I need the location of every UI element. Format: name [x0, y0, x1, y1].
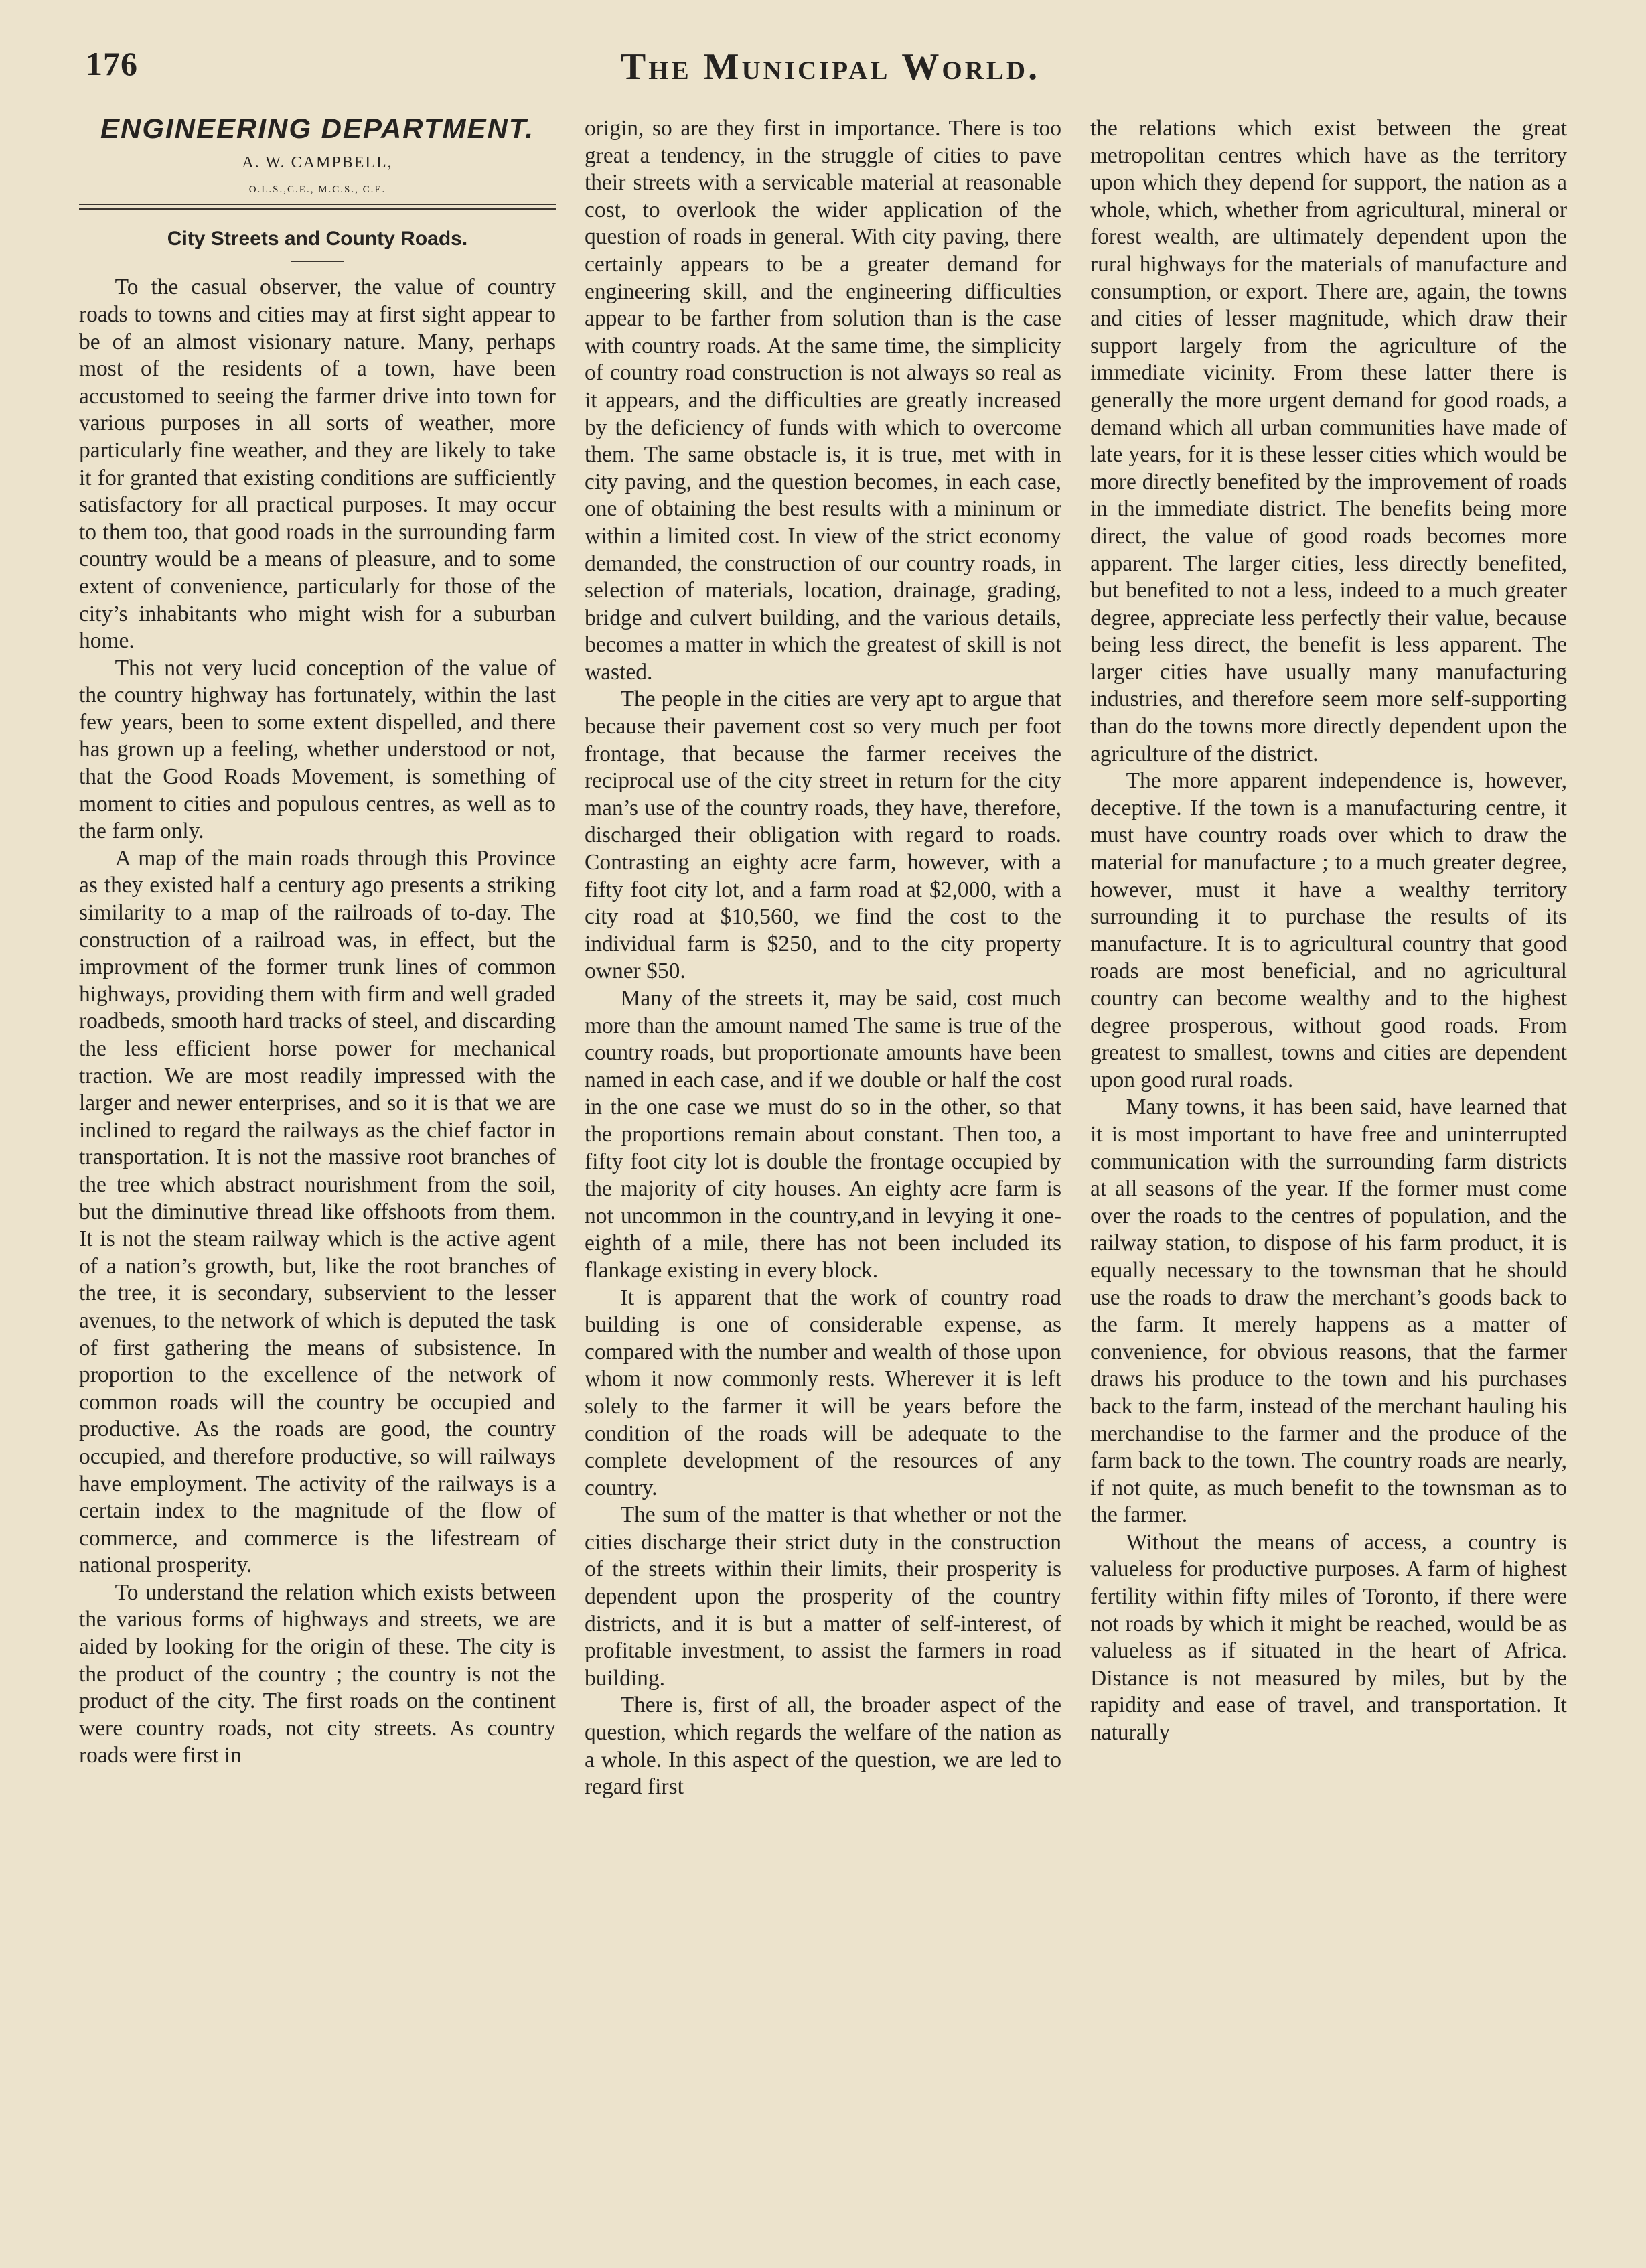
paragraph: The sum of the matter is that whether or not the cities discharge their strict duty in the construction of the streets within their limits, their prosperity is dependent upon the prosperity of the country districts, and it is but a matter of self-interest, of profitable investment, to assist the farmers in road building. — [585, 1502, 1061, 1691]
paragraph: A map of the main roads through this Province as they existed half a century ago presents a striking similarity to a map of the railroads of to-day. The construction of a railroad was, in effect, but the improvment of the former trunk lines of common highways, providing them with firm and well graded roadbeds, smooth hard tracks of steel, and discarding the less efficient horse power for mechanical traction. We are most readily impressed with the larger and newer enterprises, and so it is that we are inclined to regard the railways as the chief factor in transportation. It is not the massive root branches of the tree which abstract nourishment from the soil, but the diminutive thread like offshoots from them. It is not the steam railway which is the active agent of a nation’s growth, but, like the root branches of the tree, it is secondary, subservient to the lesser avenues, to the network of which is deputed the task of first gathering the means of subsistence. In proportion to the excellence of the network of common roads will the country be occupied and productive. As the roads are good, the country occupied, and therefore productive, so will railways have employment. The activity of the railways is a certain index to the magnitude of the flow of commerce, and commerce is the lifestream of national prosperity. — [79, 845, 556, 1578]
author-name: A. W. CAMPBELL, — [242, 153, 393, 171]
article-columns — [79, 115, 1567, 2225]
paragraph: origin, so are they first in importance. There is too great a tendency, in the struggle of cities to pave their streets with a servicable material at reasonable cost, to overlook the wider application of the question of roads in general. With city paving, there certainly appears to be a greater demand for engineering skill, and the engineering difficulties appear to be farther from solution than is the case with country roads. At the same time, the simplicity of country road construction is not always so real as it appears, and the difficulties are greatly increased by the deficiency of funds with which to overcome them. The same obstacle is, it is true, met with in city paving, and the question becomes, in each case, one of obtaining the best results with a mininum or within a limited cost. In view of the strict economy demanded, the construction of our country roads, in selection of materials, location, drainage, grading, bridge and culvert building, and the various details, becomes a matter in which the greatest of skill is not wasted. — [585, 116, 1061, 685]
article-title: City Streets and County Roads. — [167, 227, 468, 250]
paragraph: It is apparent that the work of country road building is one of considerable expense, as compared with the number and wealth of those upon whom it now commonly rests. Wherever it is left solely to the farmer it will be years before the condition of the roads will be adequate to the complete development of the resources of any country. — [585, 1285, 1061, 1500]
page-number: 176 — [86, 45, 138, 82]
column-3 — [1090, 115, 1567, 2225]
paragraph: Without the means of access, a country is valueless for productive purposes. A farm of highest fertility within fifty miles of Toronto, if there were not roads by which it might be reached, would be as valueless as if situated in the heart of Africa. Distance is not measured by miles, but by the rapidity and ease of travel, and transportation. It naturally — [1090, 1529, 1567, 1746]
masthead: The Municipal World. — [620, 46, 1041, 88]
page-header — [80, 40, 1580, 94]
title-rule — [291, 261, 344, 262]
column-1 — [79, 115, 556, 2225]
paragraph: The people in the cities are very apt to argue that because their pavement cost so very much per foot frontage, that because the farmer receives the reciprocal use of the city street in return for the city man’s use of the country roads, they have, therefore, discharged their obligation with regard to roads. Contrasting an eighty acre farm, however, with a fifty foot city lot, and a farm road at $2,000, with a city road at $10,560, we find the cost to the individual farm is $250, and to the city property owner $50. — [585, 687, 1061, 984]
paragraph: There is, first of all, the broader aspect of the question, which regards the welfare of the nation as a whole. In this aspect of the question, we are led to regard first — [585, 1693, 1061, 1800]
department-title: ENGINEERING DEPARTMENT. — [100, 115, 535, 144]
author-credentials: O.L.S.,C.E., M.C.S., C.E. — [248, 184, 386, 196]
column-2 — [585, 115, 1061, 2225]
paragraph: This not very lucid conception of the value of the country highway has fortunately, within the last few years, been to some extent dispelled, and there has grown up a feeling, whether understood or not, that the Good Roads Movement, is something of moment to cities and populous centres, as well as to the farm only. — [79, 655, 556, 844]
paragraph: To understand the relation which exists between the various forms of highways and streets, we are aided by looking for the origin of these. The city is the product of the country ; the country is not the product of the city. The first roads on the continent were country roads, not city streets. As country roads were first in — [79, 1579, 556, 1768]
paragraph: Many towns, it has been said, have learned that it is most important to have free and uninterrupted communication with the surrounding farm districts at all seasons of the year. If the former must come over the roads to the centres of population, and the railway station, to dispose of his farm product, it is equally necessary to the townsman that he should use the roads to draw the merchant’s goods back to the farm. It merely happens as a matter of convenience, for obvious reasons, that the farmer draws his produce to the town and his purchases back to the farm, instead of the merchant hauling his merchandise to the farmer and the produce of the farm back to the town. The country roads are nearly, if not quite, as much benefit to the townsman as to the farmer. — [1090, 1094, 1567, 1528]
paragraph: The more apparent independence is, however, deceptive. If the town is a manufacturing centre, it must have country roads over which to draw the material for manufacture ; to a much greater degree, however, must it have a wealthy territory surrounding it to purchase the results of its manufacture. It is to agricultural country that good roads are most beneficial, and no agricultural country can become wealthy and to the highest degree prosperous, without good roads. From greatest to smallest, towns and cities are dependent upon good rural roads. — [1090, 768, 1567, 1092]
paragraph: To the casual observer, the value of country roads to towns and cities may at first sight appear to be of an almost visionary nature. Many, perhaps most of the residents of a town, have been accustomed to seeing the farmer drive into town for various purposes in all sorts of weather, more particularly fine weather, and they are likely to take it for granted that existing conditions are sufficiently satisfactory for all practical purposes. It may occur to them too, that good roads in the surrounding farm country would be a means of pleasure, and to some extent of convenience, particularly for those of the city’s inhabitants who might wish for a suburban home. — [79, 275, 556, 654]
paragraph: Many of the streets it, may be said, cost much more than the amount named The same is true of the country roads, but proportionate amounts have been named in each case, and if we double or half the cost in the one case we must do so in the other, so that the proportions remain about constant. Then too, a fifty foot city lot is double the frontage occupied by the majority of city houses. An eighty acre farm is not uncommon in the country,and in levying it one-eighth of a mile, there has not been included its flankage existing in every block. — [585, 986, 1061, 1283]
paragraph: the relations which exist between the great metropolitan centres which have as the territory upon which they depend for support, the nation as a whole, which, whether from agricultural, mineral or forest wealth, are ultimately dependent upon the rural highways for the materials of manufacture and consumption, or export. There are, again, the towns and cities of lesser magnitude, which draw their support largely from the agriculture of the immediate vicinity. From these latter there is generally the more urgent demand for good roads, a demand which all urban communities have made of late years, for it is these lesser cities which would be more directly benefited by the improvement of roads in the immediate district. The benefits being more direct, the value of good roads becomes more apparent. The larger cities, less directly benefited, but benefited to not a less, indeed to a much greater degree, appreciate less perfectly their value, because being less direct, the benefit is less apparent. The larger cities have usually many manufacturing industries, and therefore seem more self-supporting than do the towns more directly dependent upon the agriculture of the district. — [1090, 116, 1567, 766]
double-rule-divider — [79, 204, 556, 210]
